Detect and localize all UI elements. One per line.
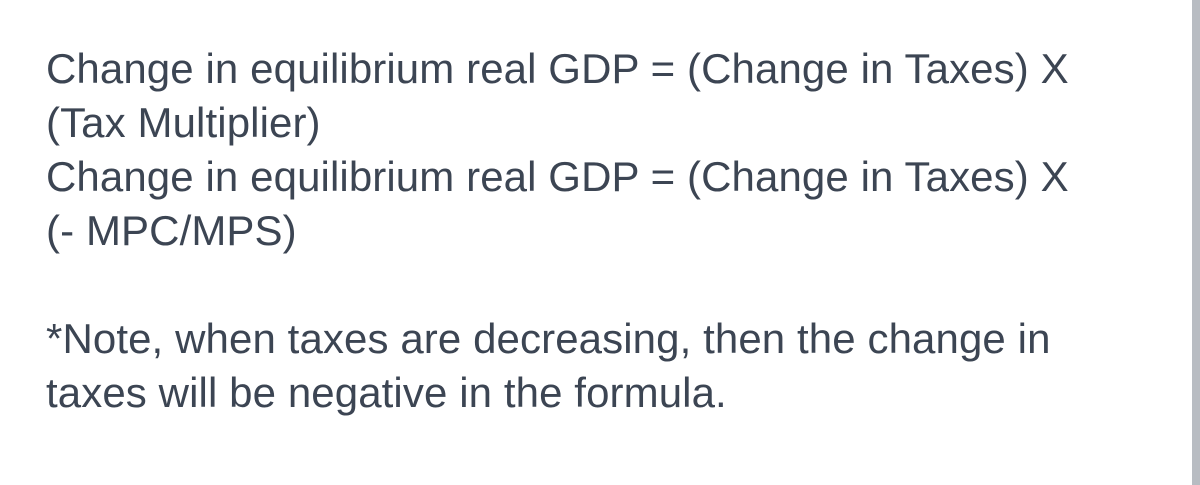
formula-2-line-1: Change in equilibrium real GDP = (Change in Taxes) X — [46, 153, 1069, 200]
note-line-1: *Note, when taxes are decreasing, then the change in — [46, 315, 1051, 362]
formula-1-line-2: (Tax Multiplier) — [46, 99, 321, 146]
answer-content — [46, 42, 1146, 420]
formula-2-line-2: (- MPC/MPS) — [46, 207, 297, 254]
formula-1-line-1: Change in equilibrium real GDP = (Change in Taxes) X — [46, 45, 1069, 92]
paragraph-spacer — [46, 258, 1146, 312]
scrollbar[interactable] — [1192, 0, 1200, 485]
note-line-2: taxes will be negative in the formula. — [46, 369, 727, 416]
